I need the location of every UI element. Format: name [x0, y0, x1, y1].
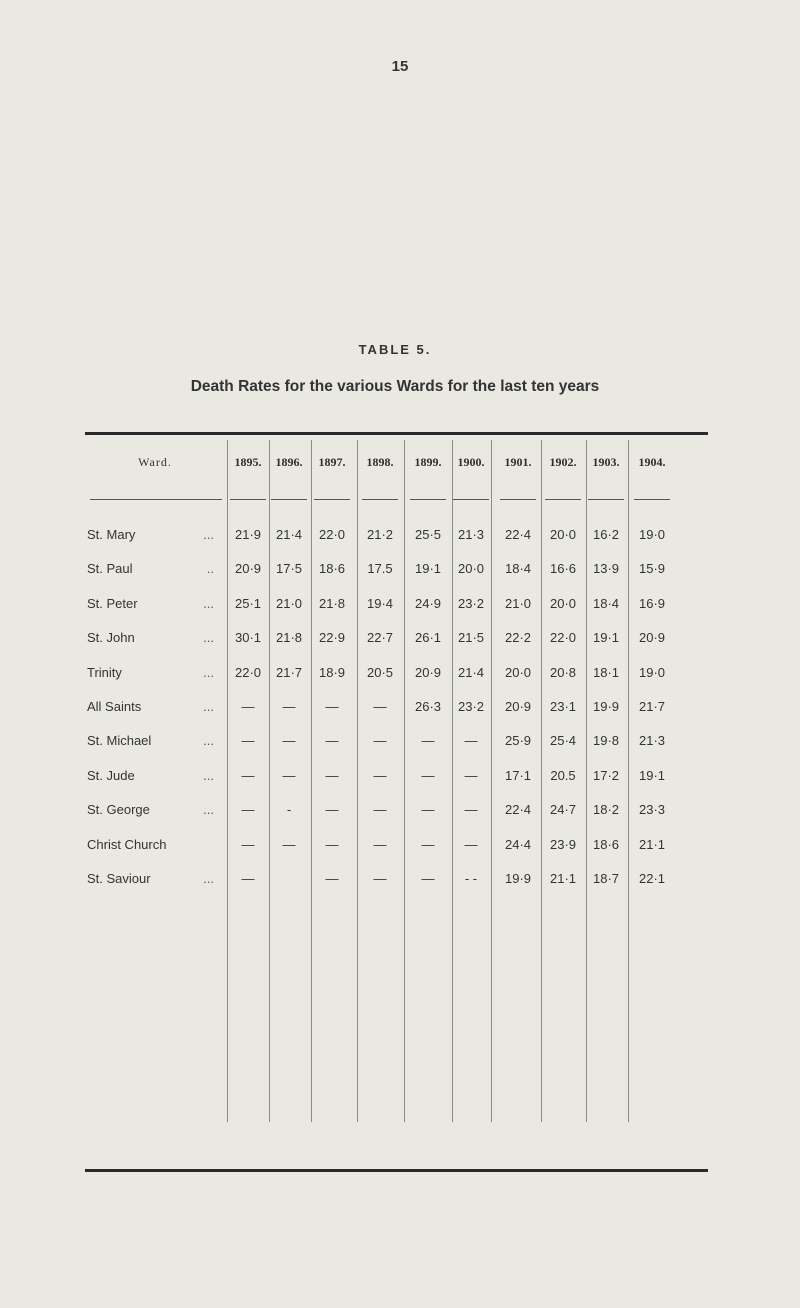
ward-name	[87, 630, 222, 645]
leader-dots: ...	[203, 802, 214, 818]
year-header: 1899.	[414, 455, 442, 469]
rate-cell: 22·4	[504, 527, 532, 542]
rate-cell: —	[241, 802, 255, 818]
rate-cell: 26·1	[414, 630, 442, 646]
rate-cell: 21·9	[234, 527, 262, 542]
rate-cell: —	[241, 767, 255, 783]
ward-name	[87, 837, 222, 852]
rate-cell: 21·4	[275, 527, 303, 542]
table-row	[0, 871, 800, 895]
table-row	[0, 561, 800, 585]
header-underline	[314, 499, 350, 500]
rate-cell: —	[464, 733, 478, 749]
ward-name	[87, 561, 222, 576]
ward-name	[87, 527, 222, 542]
table-row	[0, 527, 800, 551]
leader-dots: ..	[206, 561, 214, 577]
rate-cell: 23·9	[549, 836, 577, 852]
leader-dots: ...	[203, 733, 214, 749]
rate-cell: -	[286, 802, 292, 818]
rate-cell: —	[325, 836, 339, 852]
header-underline	[545, 499, 581, 500]
rate-cell: 26·3	[414, 699, 442, 714]
ward-label: St. Jude	[87, 767, 135, 783]
table-row	[0, 768, 800, 792]
ward-label: Trinity	[87, 664, 122, 680]
rate-cell: 18·4	[592, 595, 620, 611]
ward-name	[87, 871, 222, 886]
rate-cell: 16·9	[638, 595, 666, 611]
year-header: 1896.	[275, 455, 303, 469]
table-row	[0, 596, 800, 620]
rate-cell: 18·6	[318, 561, 346, 577]
rate-cell: 25·9	[504, 733, 532, 749]
rate-cell: 21·4	[457, 664, 485, 680]
year-header: 1895.	[234, 455, 262, 469]
rate-cell: —	[421, 767, 435, 783]
ward-label: St. George	[87, 802, 150, 818]
ward-label: St. Paul	[87, 561, 133, 577]
rate-cell: —	[282, 767, 296, 783]
rate-cell: —	[373, 836, 387, 852]
table-subtitle: Death Rates for the various Wards for the last ten years	[190, 378, 600, 395]
rate-cell: 17·5	[275, 561, 303, 577]
table-row	[0, 699, 800, 723]
header-underline	[634, 499, 670, 500]
rate-cell: —	[421, 836, 435, 852]
rate-cell: —	[241, 733, 255, 749]
year-header: 1901.	[504, 455, 532, 469]
rate-cell: 19·1	[638, 767, 666, 783]
ward-name	[87, 733, 222, 748]
ward-name	[87, 596, 222, 611]
table-row	[0, 733, 800, 757]
rate-cell: —	[464, 767, 478, 783]
year-header: 1903.	[592, 455, 620, 469]
rate-cell: 24·9	[414, 595, 442, 611]
rate-cell: —	[373, 699, 387, 714]
rate-cell: 25·1	[234, 595, 262, 611]
rate-cell: 20·0	[549, 527, 577, 542]
ward-column-header: Ward.	[138, 455, 172, 469]
year-header: 1904.	[638, 455, 666, 469]
rate-cell: —	[325, 871, 339, 886]
table-row	[0, 665, 800, 689]
rate-cell: - -	[464, 871, 478, 886]
rate-cell: 20.5	[550, 767, 576, 783]
leader-dots: ...	[203, 630, 214, 646]
rate-cell: —	[241, 836, 255, 852]
rate-cell: 25·5	[414, 527, 442, 542]
rate-cell: —	[325, 699, 339, 714]
rate-cell: 30·1	[234, 630, 262, 646]
rate-cell: 17.5	[367, 561, 393, 577]
ward-name	[87, 802, 222, 817]
header-underline	[588, 499, 624, 500]
rate-cell: 22·7	[366, 630, 394, 646]
rate-cell: —	[373, 733, 387, 749]
rate-cell: 18·9	[318, 664, 346, 680]
year-header: 1900.	[457, 455, 485, 469]
header-underline	[500, 499, 536, 500]
rate-cell: 22·9	[318, 630, 346, 646]
rate-cell: 24·7	[549, 802, 577, 818]
year-header: 1898.	[366, 455, 394, 469]
rate-cell: 19·0	[638, 664, 666, 680]
rate-cell: 18·2	[592, 802, 620, 818]
rate-cell: —	[421, 871, 435, 886]
header-underline	[453, 499, 489, 500]
header-underline	[271, 499, 307, 500]
rate-cell: 21·0	[504, 595, 532, 611]
rate-cell: 21·7	[638, 699, 666, 714]
ward-name	[87, 768, 222, 783]
rate-cell: 20·9	[234, 561, 262, 577]
rate-cell: 18·1	[592, 664, 620, 680]
rate-cell: —	[421, 733, 435, 749]
rate-cell: 24·4	[504, 836, 532, 852]
ward-label: St. Saviour	[87, 871, 151, 886]
year-header: 1902.	[549, 455, 577, 469]
ward-label: St. John	[87, 630, 135, 646]
rate-cell: 19·0	[638, 527, 666, 542]
rate-cell: 23·2	[457, 699, 485, 714]
rate-cell: 21·3	[457, 527, 485, 542]
rate-cell: 17·1	[504, 767, 532, 783]
header-underline	[90, 499, 222, 500]
table-row	[0, 630, 800, 654]
rate-cell: —	[373, 871, 387, 886]
rate-cell: 21·1	[549, 871, 577, 886]
rate-cell: —	[325, 767, 339, 783]
rate-cell: 21·0	[275, 595, 303, 611]
ward-label: All Saints	[87, 699, 142, 714]
rate-cell: 21·8	[275, 630, 303, 646]
leader-dots: ...	[203, 527, 214, 542]
rate-cell: 15·9	[638, 561, 666, 577]
rate-cell: —	[325, 802, 339, 818]
rate-cell: 22·2	[504, 630, 532, 646]
rate-cell: 19·1	[414, 561, 442, 577]
rate-cell: 22·0	[318, 527, 346, 542]
leader-dots: ...	[203, 699, 214, 714]
rate-cell: —	[464, 836, 478, 852]
rate-cell: 22·0	[549, 630, 577, 646]
rate-cell: 19·8	[592, 733, 620, 749]
rate-cell: —	[282, 836, 296, 852]
rate-cell: 22·0	[234, 664, 262, 680]
rate-cell: —	[464, 802, 478, 818]
leader-dots: ...	[203, 595, 214, 611]
rate-cell: 21·3	[638, 733, 666, 749]
rate-cell: —	[421, 802, 435, 818]
page-number: 15	[391, 58, 409, 75]
table-bottom-rule	[85, 1169, 708, 1172]
rate-cell: 20·9	[414, 664, 442, 680]
leader-dots: ...	[203, 871, 214, 886]
table-title: TABLE 5.	[358, 342, 432, 357]
header-underline	[230, 499, 266, 500]
rate-cell: 23·2	[457, 595, 485, 611]
rate-cell: —	[373, 767, 387, 783]
table-header-row	[0, 455, 800, 479]
rate-cell: 13·9	[592, 561, 620, 577]
rate-cell: 23·1	[549, 699, 577, 714]
rate-cell: 17·2	[592, 767, 620, 783]
rate-cell: —	[282, 699, 296, 714]
rate-cell: 20·9	[638, 630, 666, 646]
rate-cell: 22·1	[638, 871, 666, 886]
rate-cell: 20·0	[457, 561, 485, 577]
table-top-rule	[85, 432, 708, 435]
ward-label: Christ Church	[87, 836, 167, 852]
rate-cell: 21·2	[366, 527, 394, 542]
rate-cell: 16·6	[549, 561, 577, 577]
rate-cell: 25·4	[549, 733, 577, 749]
rate-cell: 21·5	[457, 630, 485, 646]
ward-label: St. Peter	[87, 595, 138, 611]
rate-cell: 20·8	[549, 664, 577, 680]
rate-cell: 19·9	[504, 871, 532, 886]
year-header: 1897.	[318, 455, 346, 469]
rate-cell: 22·4	[504, 802, 532, 818]
rate-cell: 16·2	[592, 527, 620, 542]
rate-cell: 18·7	[592, 871, 620, 886]
rate-cell: 19·9	[592, 699, 620, 714]
table-row	[0, 802, 800, 826]
header-underline	[362, 499, 398, 500]
leader-dots: ...	[203, 664, 214, 680]
rate-cell: —	[241, 699, 255, 714]
ward-name	[87, 699, 222, 714]
rate-cell: 19·1	[592, 630, 620, 646]
rate-cell: 20·0	[549, 595, 577, 611]
rate-cell: —	[325, 733, 339, 749]
leader-dots: ...	[203, 767, 214, 783]
rate-cell: 18·4	[504, 561, 532, 577]
table-row	[0, 837, 800, 861]
ward-label: St. Michael	[87, 733, 152, 749]
rate-cell: 23·3	[638, 802, 666, 818]
ward-label: St. Mary	[87, 527, 136, 542]
rate-cell: 21·1	[638, 836, 666, 852]
rate-cell: —	[241, 871, 255, 886]
rate-cell: 20·0	[504, 664, 532, 680]
rate-cell: 18·6	[592, 836, 620, 852]
rate-cell: 19·4	[366, 595, 394, 611]
rate-cell: —	[373, 802, 387, 818]
ward-name	[87, 665, 222, 680]
rate-cell: 21·7	[275, 664, 303, 680]
rate-cell: —	[282, 733, 296, 749]
rate-cell: 21·8	[318, 595, 346, 611]
rate-cell: 20·5	[366, 664, 394, 680]
header-underline	[410, 499, 446, 500]
rate-cell: 20·9	[504, 699, 532, 714]
